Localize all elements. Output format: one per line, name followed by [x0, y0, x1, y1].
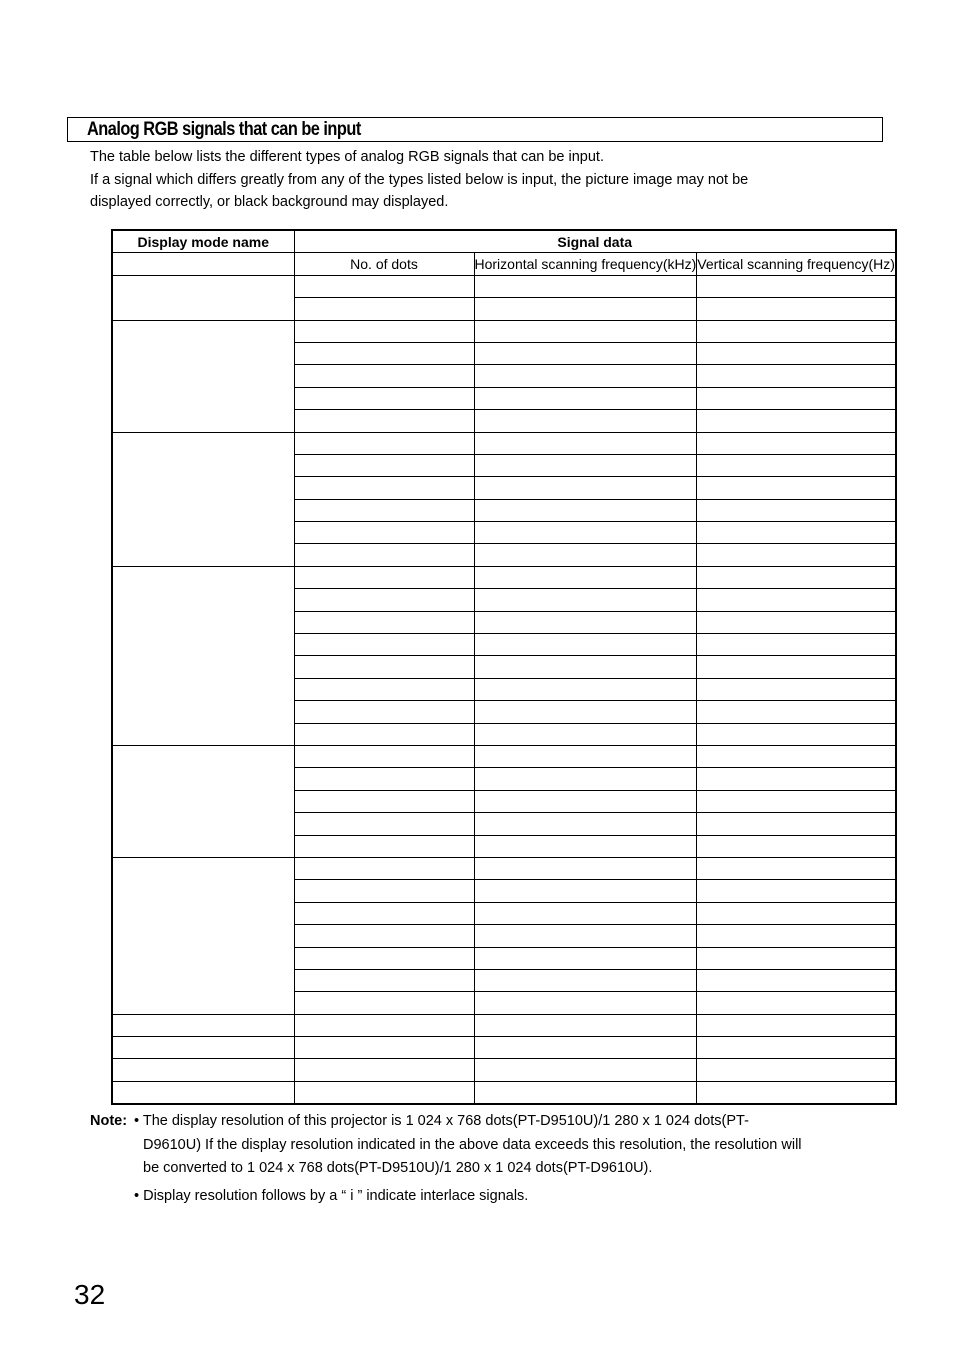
- hfreq-cell: [474, 992, 697, 1014]
- vfreq-cell: [697, 342, 896, 364]
- vfreq-cell: [697, 432, 896, 454]
- table-row: [112, 1059, 896, 1081]
- hfreq-cell: [474, 499, 697, 521]
- hfreq-cell: [474, 1014, 697, 1036]
- vfreq-cell: [697, 365, 896, 387]
- hfreq-cell: [474, 634, 697, 656]
- table-row: [112, 320, 896, 342]
- dots-cell: [294, 768, 474, 790]
- dots-cell: [294, 387, 474, 409]
- dots-cell: [294, 342, 474, 364]
- hfreq-cell: [474, 432, 697, 454]
- dots-cell: [294, 947, 474, 969]
- table-row: [112, 857, 896, 879]
- hfreq-cell: [474, 1059, 697, 1081]
- hfreq-cell: [474, 342, 697, 364]
- dots-cell: [294, 499, 474, 521]
- hfreq-cell: [474, 880, 697, 902]
- section-heading: Analog RGB signals that can be input: [87, 119, 361, 140]
- header-signal-data: Signal data: [294, 230, 896, 253]
- table-row: [112, 566, 896, 588]
- hfreq-cell: [474, 387, 697, 409]
- subheader-vfreq: Vertical scanning frequency(Hz): [697, 253, 896, 275]
- dots-cell: [294, 320, 474, 342]
- hfreq-cell: [474, 701, 697, 723]
- page-number: 32: [74, 1279, 106, 1310]
- dots-cell: [294, 522, 474, 544]
- hfreq-cell: [474, 678, 697, 700]
- vfreq-cell: [697, 499, 896, 521]
- hfreq-cell: [474, 969, 697, 991]
- table-row: [112, 1014, 896, 1036]
- note-label: Note:: [90, 1113, 128, 1129]
- dots-cell: [294, 1081, 474, 1104]
- hfreq-cell: [474, 1081, 697, 1104]
- dots-cell: [294, 1037, 474, 1059]
- dots-cell: [294, 745, 474, 767]
- intro-line-1: The table below lists the different types of analog RGB signals that can be input.: [90, 149, 604, 165]
- hfreq-cell: [474, 790, 697, 812]
- intro-paragraph: [90, 146, 850, 214]
- dots-cell: [294, 566, 474, 588]
- hfreq-cell: [474, 566, 697, 588]
- vfreq-cell: [697, 902, 896, 924]
- dots-cell: [294, 410, 474, 432]
- dots-cell: [294, 835, 474, 857]
- vfreq-cell: [697, 1014, 896, 1036]
- display-mode-cell: [112, 745, 294, 857]
- hfreq-cell: [474, 410, 697, 432]
- subheader-dots: No. of dots: [294, 253, 474, 275]
- dots-cell: [294, 880, 474, 902]
- vfreq-cell: [697, 969, 896, 991]
- vfreq-cell: [697, 723, 896, 745]
- vfreq-cell: [697, 992, 896, 1014]
- dots-cell: [294, 634, 474, 656]
- table-row: [112, 1037, 896, 1059]
- vfreq-cell: [697, 589, 896, 611]
- dots-cell: [294, 544, 474, 566]
- vfreq-cell: [697, 880, 896, 902]
- hfreq-cell: [474, 656, 697, 678]
- note-bullet-1-line-1: • The display resolution of this projector is 1 024 x 768 dots(PT-D9510U)/1 280 x 1 024 dots(PT-: [134, 1113, 749, 1129]
- dots-cell: [294, 432, 474, 454]
- vfreq-cell: [697, 320, 896, 342]
- display-mode-cell: [112, 320, 294, 432]
- hfreq-cell: [474, 365, 697, 387]
- display-mode-cell: [112, 432, 294, 566]
- hfreq-cell: [474, 522, 697, 544]
- vfreq-cell: [697, 298, 896, 320]
- display-mode-cell: [112, 1014, 294, 1036]
- hfreq-cell: [474, 835, 697, 857]
- dots-cell: [294, 1014, 474, 1036]
- dots-cell: [294, 275, 474, 297]
- table-subheader-row: [112, 253, 896, 275]
- vfreq-cell: [697, 522, 896, 544]
- intro-line-2: If a signal which differs greatly from any of the types listed below is input, the picture image may not be: [90, 171, 749, 188]
- hfreq-cell: [474, 745, 697, 767]
- vfreq-cell: [697, 1081, 896, 1104]
- header-display-mode: Display mode name: [112, 230, 294, 253]
- vfreq-cell: [697, 656, 896, 678]
- dots-cell: [294, 790, 474, 812]
- dots-cell: [294, 1059, 474, 1081]
- dots-cell: [294, 656, 474, 678]
- signal-table: [111, 229, 897, 1105]
- dots-cell: [294, 992, 474, 1014]
- vfreq-cell: [697, 1037, 896, 1059]
- dots-cell: [294, 723, 474, 745]
- hfreq-cell: [474, 275, 697, 297]
- vfreq-cell: [697, 544, 896, 566]
- vfreq-cell: [697, 566, 896, 588]
- dots-cell: [294, 477, 474, 499]
- intro-line-3: displayed correctly, or black background may displayed.: [90, 194, 449, 210]
- table-row: [112, 745, 896, 767]
- hfreq-cell: [474, 902, 697, 924]
- vfreq-cell: [697, 387, 896, 409]
- dots-cell: [294, 298, 474, 320]
- vfreq-cell: [697, 835, 896, 857]
- dots-cell: [294, 611, 474, 633]
- dots-cell: [294, 902, 474, 924]
- hfreq-cell: [474, 947, 697, 969]
- display-mode-cell: [112, 1059, 294, 1081]
- display-mode-cell: [112, 857, 294, 1014]
- table-row: [112, 432, 896, 454]
- note-bullet-1: [134, 1110, 874, 1181]
- hfreq-cell: [474, 454, 697, 476]
- vfreq-cell: [697, 275, 896, 297]
- table-header-row: [112, 230, 896, 253]
- table-row: [112, 275, 896, 297]
- hfreq-cell: [474, 477, 697, 499]
- dots-cell: [294, 701, 474, 723]
- dots-cell: [294, 925, 474, 947]
- display-mode-cell: [112, 1037, 294, 1059]
- note-bullet-2: • Display resolution follows by a “ i ” indicate interlace signals.: [134, 1188, 529, 1204]
- subheader-hfreq: Horizontal scanning frequency(kHz): [474, 253, 697, 275]
- dots-cell: [294, 969, 474, 991]
- vfreq-cell: [697, 813, 896, 835]
- dots-cell: [294, 454, 474, 476]
- dots-cell: [294, 589, 474, 611]
- hfreq-cell: [474, 611, 697, 633]
- vfreq-cell: [697, 678, 896, 700]
- hfreq-cell: [474, 813, 697, 835]
- section-heading-box: [67, 117, 883, 142]
- hfreq-cell: [474, 544, 697, 566]
- dots-cell: [294, 365, 474, 387]
- vfreq-cell: [697, 701, 896, 723]
- vfreq-cell: [697, 790, 896, 812]
- hfreq-cell: [474, 1037, 697, 1059]
- hfreq-cell: [474, 857, 697, 879]
- vfreq-cell: [697, 634, 896, 656]
- table-row: [112, 1081, 896, 1104]
- dots-cell: [294, 813, 474, 835]
- vfreq-cell: [697, 857, 896, 879]
- hfreq-cell: [474, 298, 697, 320]
- vfreq-cell: [697, 410, 896, 432]
- subheader-empty-cell: [112, 253, 294, 275]
- vfreq-cell: [697, 947, 896, 969]
- vfreq-cell: [697, 454, 896, 476]
- hfreq-cell: [474, 589, 697, 611]
- vfreq-cell: [697, 925, 896, 947]
- hfreq-cell: [474, 768, 697, 790]
- display-mode-cell: [112, 566, 294, 745]
- note-bullet-1-line-3: be converted to 1 024 x 768 dots(PT-D9510U)/1 280 x 1 024 dots(PT-D9610U).: [143, 1160, 653, 1176]
- display-mode-cell: [112, 1081, 294, 1104]
- hfreq-cell: [474, 723, 697, 745]
- display-mode-cell: [112, 275, 294, 320]
- hfreq-cell: [474, 925, 697, 947]
- note-bullet-1-line-2: D9610U) If the display resolution indicated in the above data exceeds this resolution, the resolution will: [143, 1136, 802, 1153]
- hfreq-cell: [474, 320, 697, 342]
- vfreq-cell: [697, 1059, 896, 1081]
- vfreq-cell: [697, 611, 896, 633]
- vfreq-cell: [697, 768, 896, 790]
- dots-cell: [294, 857, 474, 879]
- vfreq-cell: [697, 745, 896, 767]
- vfreq-cell: [697, 477, 896, 499]
- dots-cell: [294, 678, 474, 700]
